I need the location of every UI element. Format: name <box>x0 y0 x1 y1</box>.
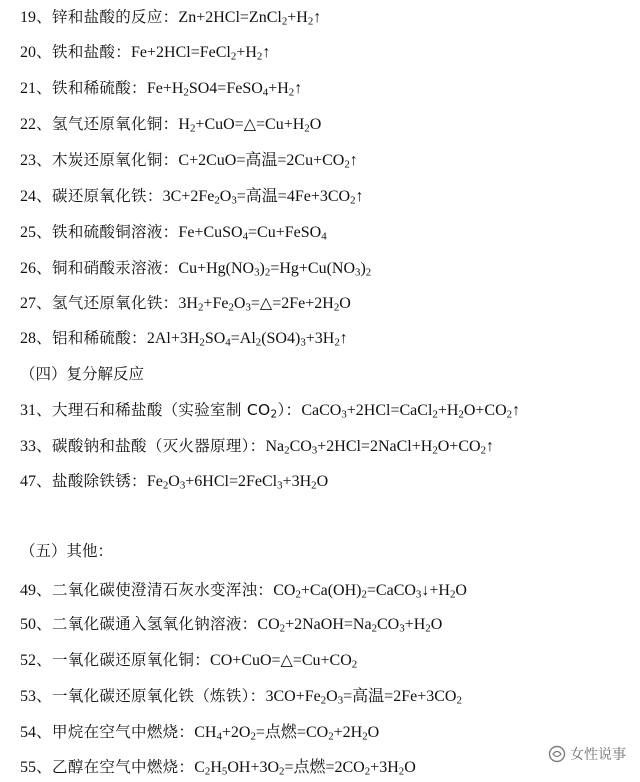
reaction-equation: $Fe+2HCl=FeCl_2+H_2↑$ <box>131 44 271 63</box>
reaction-item <box>20 650 357 671</box>
reaction-equation: $Fe_2O_3+6HCl=2FeCl_3+3H_2O$ <box>146 473 329 492</box>
reaction-description: 铁和稀硫酸： <box>52 79 147 97</box>
reaction-item <box>20 471 328 492</box>
reaction-number: 21、 <box>20 80 53 97</box>
reaction-item <box>20 400 520 421</box>
reaction-item <box>20 328 348 349</box>
reaction-description: 大理石和稀盐酸（实验室制 $CO_2$）： <box>52 401 302 421</box>
reaction-description: 二氧化碳通入氢氧化钠溶液： <box>52 615 258 633</box>
reaction-item <box>20 580 467 601</box>
reaction-equation: $Cu+Hg(NO_3)_2=Hg+Cu(NO_3)_2$ <box>178 260 372 279</box>
reaction-number: 25、 <box>20 224 53 241</box>
section-heading <box>20 364 144 384</box>
reaction-description: 一氧化碳还原氧化铜： <box>52 651 211 669</box>
reaction-item <box>20 7 321 28</box>
reaction-number: 26、 <box>20 260 53 277</box>
reaction-number: 19、 <box>20 9 53 26</box>
wechat-channel-icon <box>548 745 566 763</box>
reaction-number: 33、 <box>20 438 53 455</box>
reaction-description: 一氧化碳还原氧化铁（炼铁）： <box>52 687 266 705</box>
reaction-item <box>20 258 371 279</box>
reaction-equation: $H_2+CuO=\triangle=Cu+H_2O$ <box>178 116 322 135</box>
reaction-description: 铁和硫酸铜溶液： <box>52 223 179 241</box>
reaction-description: 二氧化碳使澄清石灰水变浑浊： <box>52 581 274 599</box>
reaction-number: 49、 <box>20 582 53 599</box>
watermark-text: 女性说事 <box>570 747 626 763</box>
reaction-equation: $CO+CuO=\triangle=Cu+CO_2$ <box>210 652 358 671</box>
watermark <box>548 744 626 764</box>
reaction-item <box>20 722 379 743</box>
reaction-equation: $C_2H_5OH+3O_2=$点燃$=2CO_2+3H_2O$ <box>194 759 416 778</box>
reaction-number: 54、 <box>20 724 53 741</box>
reaction-item <box>20 186 364 207</box>
reaction-description: 碳酸钠和盐酸（灭火器原理）： <box>52 437 266 455</box>
reaction-number: 20、 <box>20 44 53 61</box>
reaction-description: 盐酸除铁锈： <box>52 472 147 490</box>
reaction-equation: $3C+2Fe_2O_3=$高温$=4Fe+3CO_2↑$ <box>162 188 364 207</box>
reaction-number: 55、 <box>20 759 53 776</box>
reaction-description: 木炭还原氧化铜： <box>52 151 179 169</box>
reaction-description: 铁和盐酸： <box>52 43 132 61</box>
reaction-equation: $CaCO_3+2HCl=CaCl_2+H_2O+CO_2↑$ <box>301 402 521 421</box>
reaction-item <box>20 614 442 635</box>
reaction-item <box>20 222 327 243</box>
reaction-description: 氢气还原氧化铜： <box>52 115 179 133</box>
reaction-description: 碳还原氧化铁： <box>52 187 163 205</box>
reaction-number: 50、 <box>20 616 53 633</box>
section-heading <box>20 541 113 561</box>
reaction-equation: $CO_2+Ca(OH)_2=CaCO_3↓+H_2O$ <box>273 582 467 601</box>
reaction-equation: C+2CuO=高温$=2Cu+CO_2↑$ <box>178 152 358 171</box>
reaction-description: 铝和稀硫酸： <box>52 329 147 347</box>
reaction-description: 乙醇在空气中燃烧： <box>52 758 195 776</box>
reaction-equation: $Fe+H_2SO4=FeSO_4+H_2↑$ <box>146 80 303 99</box>
reaction-description: 氢气还原氧化铁： <box>52 294 179 312</box>
section-heading-text: （四）复分解反应 <box>20 365 145 383</box>
reaction-number: 24、 <box>20 188 53 205</box>
reaction-item <box>20 78 302 99</box>
reaction-description: 铜和硝酸汞溶液： <box>52 259 179 277</box>
reaction-number: 47、 <box>20 473 53 490</box>
reaction-equation: $3H_2+Fe_2O_3=\triangle=2Fe+2H_2O$ <box>178 295 351 314</box>
reaction-number: 52、 <box>20 652 53 669</box>
reaction-equation: $3CO+Fe_2O_3=$高温$=2Fe+3CO_2$ <box>265 688 462 707</box>
reaction-equation: $Na_2CO_3+2HCl=2NaCl+H_2O+CO_2↑$ <box>265 438 494 457</box>
reaction-equation: $CH_4+2O_2=$点燃$=CO_2+2H_2O$ <box>194 724 380 743</box>
reaction-equation: $CO_2+2NaOH=Na_2CO_3+H_2O$ <box>257 616 443 635</box>
reaction-item <box>20 293 351 314</box>
reaction-number: 27、 <box>20 295 53 312</box>
reaction-item <box>20 757 416 778</box>
reaction-number: 31、 <box>20 402 53 419</box>
reaction-item <box>20 150 358 171</box>
reaction-item <box>20 114 321 135</box>
reaction-equation: Fe+CuSO$_4$=Cu+FeSO$_4$ <box>178 224 327 243</box>
reaction-description: 锌和盐酸的反应： <box>52 8 179 26</box>
section-heading-text: （五）其他： <box>20 542 114 560</box>
reaction-item <box>20 42 270 63</box>
reaction-number: 22、 <box>20 116 53 133</box>
reaction-description: 甲烷在空气中燃烧： <box>52 723 195 741</box>
reaction-item <box>20 686 462 707</box>
reaction-number: 53、 <box>20 688 53 705</box>
reaction-item <box>20 436 494 457</box>
reaction-number: 23、 <box>20 152 53 169</box>
reaction-equation: $Zn+2HCl=ZnCl_2+H_2↑$ <box>178 9 322 28</box>
reaction-number: 28、 <box>20 330 53 347</box>
reaction-equation: $2Al+3H_2SO_4=Al_2(SO4)_3+3H_2↑$ <box>146 330 348 349</box>
